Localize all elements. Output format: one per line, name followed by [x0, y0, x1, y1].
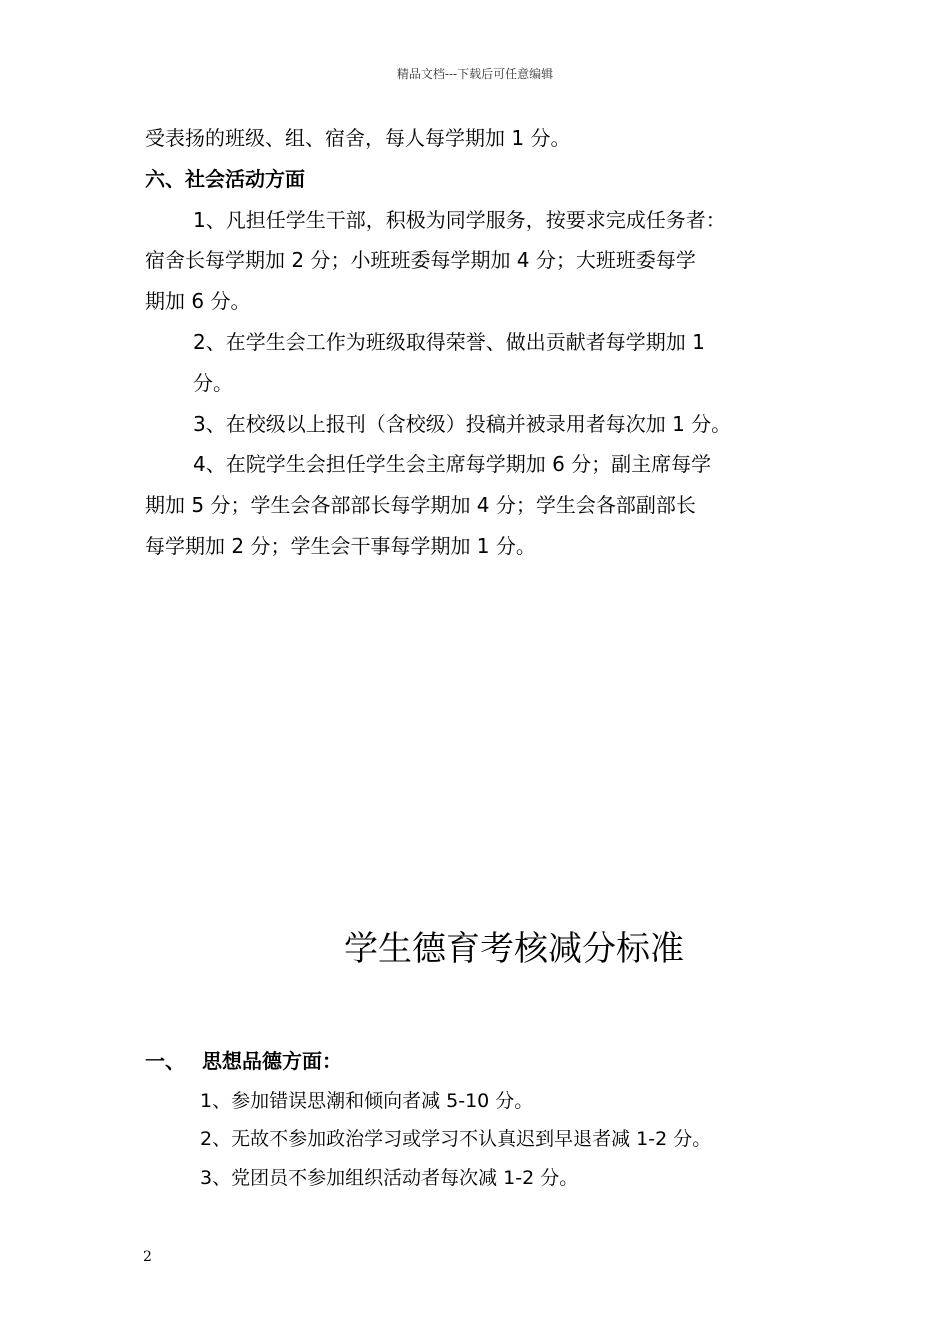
- section-heading: 思想品德方面：: [202, 1049, 342, 1073]
- section-heading: 六、社会活动方面: [145, 167, 305, 191]
- list-item: 3、党团员不参加组织活动者每次减 1-2 分。: [200, 1167, 579, 1189]
- list-item: 3、在校级以上报刊（含校级）投稿并被录用者每次加 1 分。: [193, 412, 732, 436]
- text-line: 受表扬的班级、组、宿舍，每人每学期加 1 分。: [145, 126, 571, 150]
- list-item: 2、无故不参加政治学习或学习不认真迟到早退者减 1-2 分。: [200, 1128, 712, 1150]
- section-number: 一、: [145, 1049, 185, 1073]
- list-item: 2、在学生会工作为班级取得荣誉、做出贡献者每学期加 1: [193, 330, 705, 354]
- text-line: 每学期加 2 分；学生会干事每学期加 1 分。: [145, 534, 536, 558]
- text-line: 分。: [193, 371, 233, 395]
- list-item: 1、凡担任学生干部，积极为同学服务，按要求完成任务者：: [193, 208, 726, 232]
- text-line: 宿舍长每学期加 2 分；小班班委每学期加 4 分；大班班委每学: [145, 248, 696, 272]
- page-header: 精品文档---下载后可任意编辑: [396, 67, 554, 81]
- document-title: 学生德育考核减分标准: [344, 929, 684, 969]
- list-item: 1、参加错误思潮和倾向者减 5-10 分。: [200, 1090, 534, 1112]
- text-line: 期加 6 分。: [145, 289, 251, 313]
- page-number: 2: [143, 1249, 152, 1265]
- list-item: 4、在院学生会担任学生会主席每学期加 6 分；副主席每学: [193, 452, 712, 476]
- text-line: 期加 5 分；学生会各部部长每学期加 4 分；学生会各部副部长: [145, 493, 696, 517]
